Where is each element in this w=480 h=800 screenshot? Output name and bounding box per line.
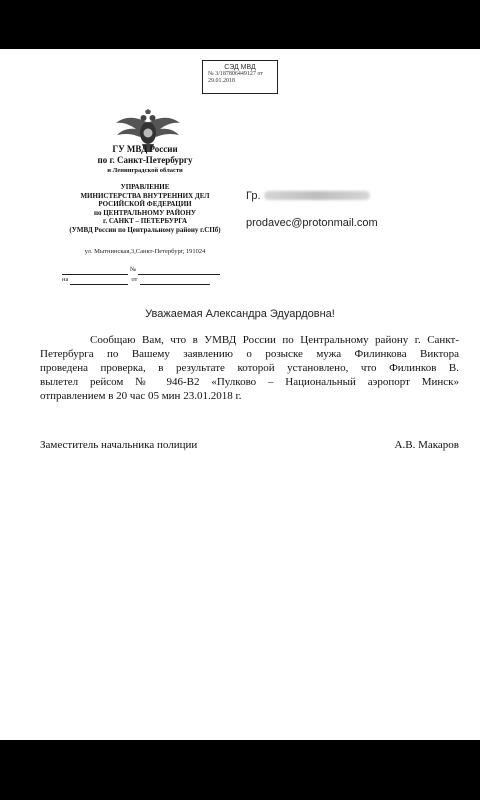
letterhead-block-line: по ЦЕНТРАЛЬНОМУ РАЙОНУ (93, 208, 197, 217)
letterhead-org-line1: ГУ МВД России (112, 144, 178, 154)
greeting: Уважаемая Александра Эдуардовна! (145, 308, 335, 320)
letterhead-block-line: УПРАВЛЕНИЕ (120, 183, 170, 191)
letterhead-address: ул. Мытнинская,3,Санкт-Петербург, 191024 (84, 248, 206, 255)
registration-number-fields (62, 265, 222, 285)
stamp-title: СЭД МВД (224, 64, 256, 71)
on-label: на (62, 276, 69, 283)
stamp-number: № 3/187806449127 от (208, 71, 263, 77)
from-label: от (131, 276, 138, 283)
reference-number-row (62, 275, 222, 285)
letterhead-org-line2: по г. Санкт-Петербургу (97, 155, 193, 165)
number-sign: № (130, 266, 137, 273)
document-page (0, 49, 480, 740)
letterhead-block-line: РОСИЙСКОЙ ФЕДЕРАЦИИ (98, 200, 192, 208)
outgoing-number-row (62, 265, 222, 275)
blank-line (140, 277, 210, 285)
bottom-navigation-bar (0, 740, 480, 800)
body-line: отправлением в 20 час 05 мин 23.01.2018 г. (40, 390, 242, 402)
letter-body (40, 333, 459, 403)
redacted-recipient-name (264, 191, 370, 200)
body-line: Петербурга по Вашему заявлению о розыске мужа Филинкова Виктора (40, 348, 459, 360)
recipient-label: Гр. (246, 190, 261, 202)
body-line: вылетел рейсом № 946-В2 «Пулково – Национальный аэропорт Минск» (40, 376, 459, 388)
top-system-bar (0, 0, 480, 49)
letterhead-block-line: г. САНКТ – ПЕТЕРБУРГА (102, 217, 188, 225)
registration-stamp (202, 60, 278, 94)
body-line: проведена проверка, в результате которой установлено, что Филинков В. (40, 362, 459, 374)
recipient-email: prodavec@protonmail.com (246, 217, 378, 229)
signatory-name: А.В. Макаров (394, 439, 459, 451)
body-line: Сообщаю Вам, что в УМВД России по Центральному району г. Санкт- (90, 334, 459, 346)
signatory-role: Заместитель начальника полиции (40, 439, 198, 451)
letterhead-block-line: МИНИСТЕРСТВА ВНУТРЕННИХ ДЕЛ (80, 191, 210, 200)
letterhead-department-block (30, 183, 260, 234)
letterhead-org-line3: и Ленинградской области (107, 167, 183, 174)
letterhead-block-line: (УМВД России по Центральному району г.СПб) (69, 225, 221, 234)
blank-line (62, 267, 128, 275)
stamp-date: 29.01.2018 (208, 78, 235, 84)
blank-line (70, 277, 128, 285)
blank-line (138, 267, 220, 275)
